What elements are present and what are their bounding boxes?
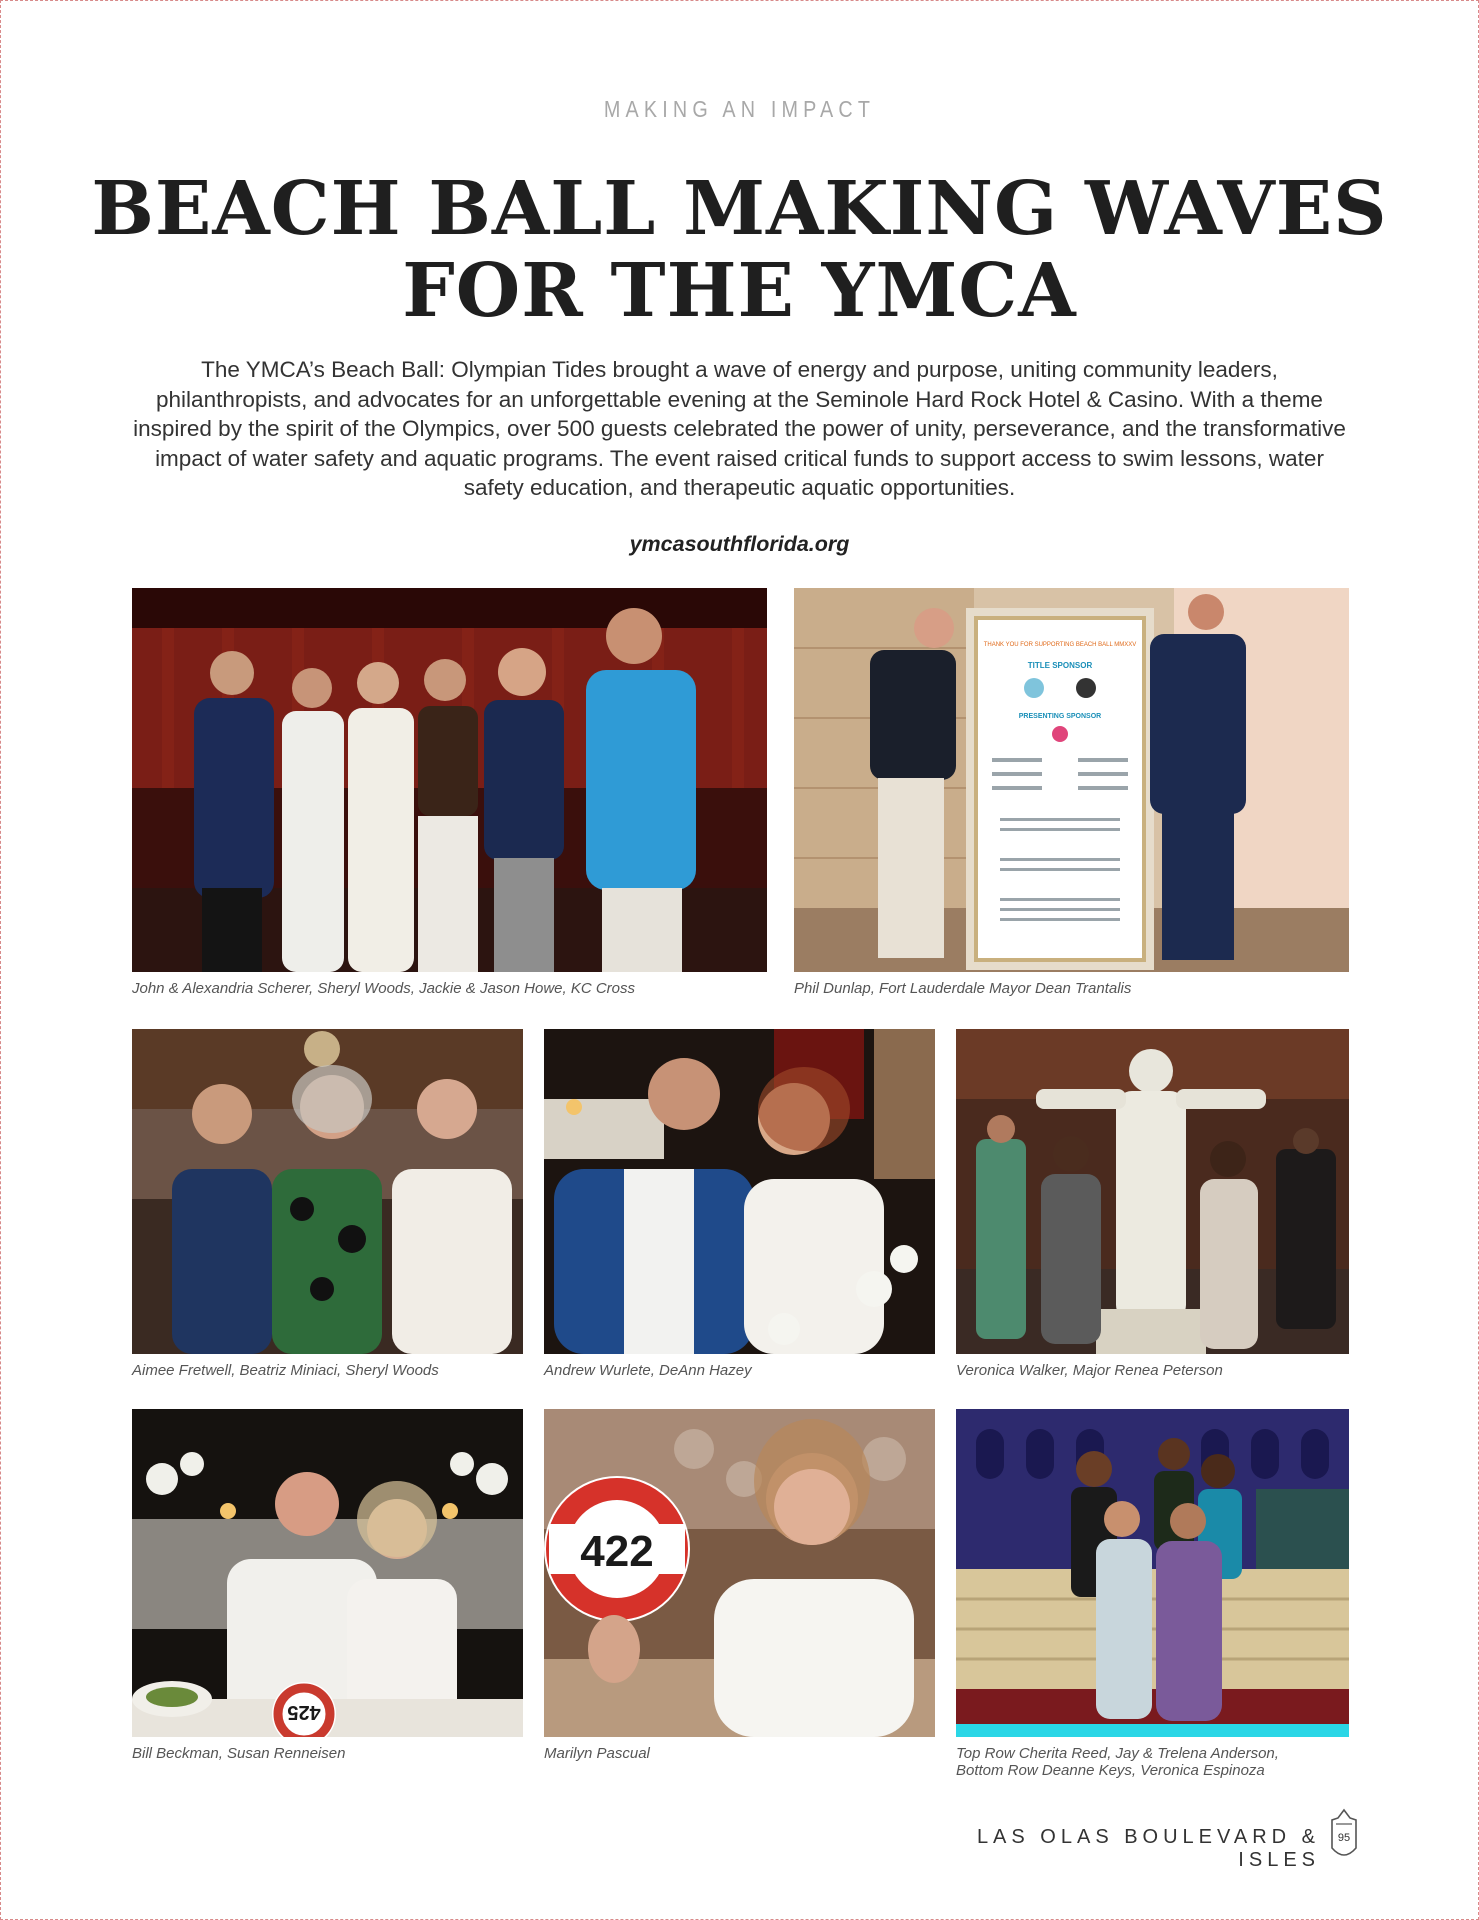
photo-couple-one bbox=[544, 1029, 935, 1354]
intro-paragraph: The YMCA’s Beach Ball: Olympian Tides brought a wave of energy and purpose, uniting community leaders, philanthropists, and advocates for an unforgettable evening at the Seminole Hard Rock Hotel & Casino. With a theme inspired by the spirit of the Olympics, over 500 guests celebrated the power of unity, perseverance, and the transformative impact of water safety and aquatic programs. The event raised critical funds to support access to swim lessons, water safety education, and therapeutic aquatic opportunities. bbox=[133, 357, 1346, 500]
caption-photo-8-line-1: Top Row Cherita Reed, Jay & Trelena Anderson, bbox=[956, 1745, 1279, 1762]
headline-line-2: FOR THE YMCA bbox=[402, 248, 1077, 334]
photo-group-six bbox=[132, 588, 767, 972]
photo-sponsor-sign bbox=[794, 588, 1349, 972]
caption-photo-8-line-2: Bottom Row Deanne Keys, Veronica Espinoza bbox=[956, 1762, 1265, 1779]
caption-photo-5: Veronica Walker, Major Renea Peterson bbox=[956, 1362, 1223, 1379]
paddle-number: 422 bbox=[580, 1527, 654, 1576]
photo-statue-performer bbox=[956, 1029, 1349, 1354]
page-number: 95 bbox=[1337, 1832, 1351, 1844]
caption-photo-2: Phil Dunlap, Fort Lauderdale Mayor Dean Trantalis bbox=[794, 980, 1132, 997]
photo-group-stairs bbox=[956, 1409, 1349, 1737]
page-number-badge bbox=[1326, 1808, 1362, 1862]
sign-presenting-sponsor: PRESENTING SPONSOR bbox=[1018, 713, 1102, 720]
photo-seated-couple bbox=[132, 1409, 523, 1737]
caption-photo-4: Andrew Wurlete, DeAnn Hazey bbox=[544, 1362, 752, 1379]
headline-line-1: BEACH BALL MAKING WAVES bbox=[91, 166, 1388, 252]
table-number: 425 bbox=[287, 1701, 321, 1723]
section-label: MAKING AN IMPACT bbox=[603, 96, 876, 122]
caption-photo-7: Marilyn Pascual bbox=[544, 1745, 650, 1762]
website-link[interactable]: ymcasouthflorida.org bbox=[629, 532, 850, 556]
caption-photo-8 bbox=[956, 1745, 1349, 1779]
publication-name: LAS OLAS BOULEVARD & ISLES bbox=[976, 1826, 1320, 1871]
caption-photo-6: Bill Beckman, Susan Renneisen bbox=[132, 1745, 346, 1762]
headline bbox=[0, 168, 1479, 332]
caption-photo-1: John & Alexandria Scherer, Sheryl Woods, Jackie & Jason Howe, KC Cross bbox=[132, 980, 635, 997]
sign-title-sponsor: TITLE SPONSOR bbox=[1027, 661, 1093, 670]
photo-three-women bbox=[132, 1029, 523, 1354]
sign-header: THANK YOU FOR SUPPORTING BEACH BALL MMXXV bbox=[983, 642, 1137, 648]
photo-paddle bbox=[544, 1409, 935, 1737]
caption-photo-3: Aimee Fretwell, Beatriz Miniaci, Sheryl Woods bbox=[132, 1362, 439, 1379]
